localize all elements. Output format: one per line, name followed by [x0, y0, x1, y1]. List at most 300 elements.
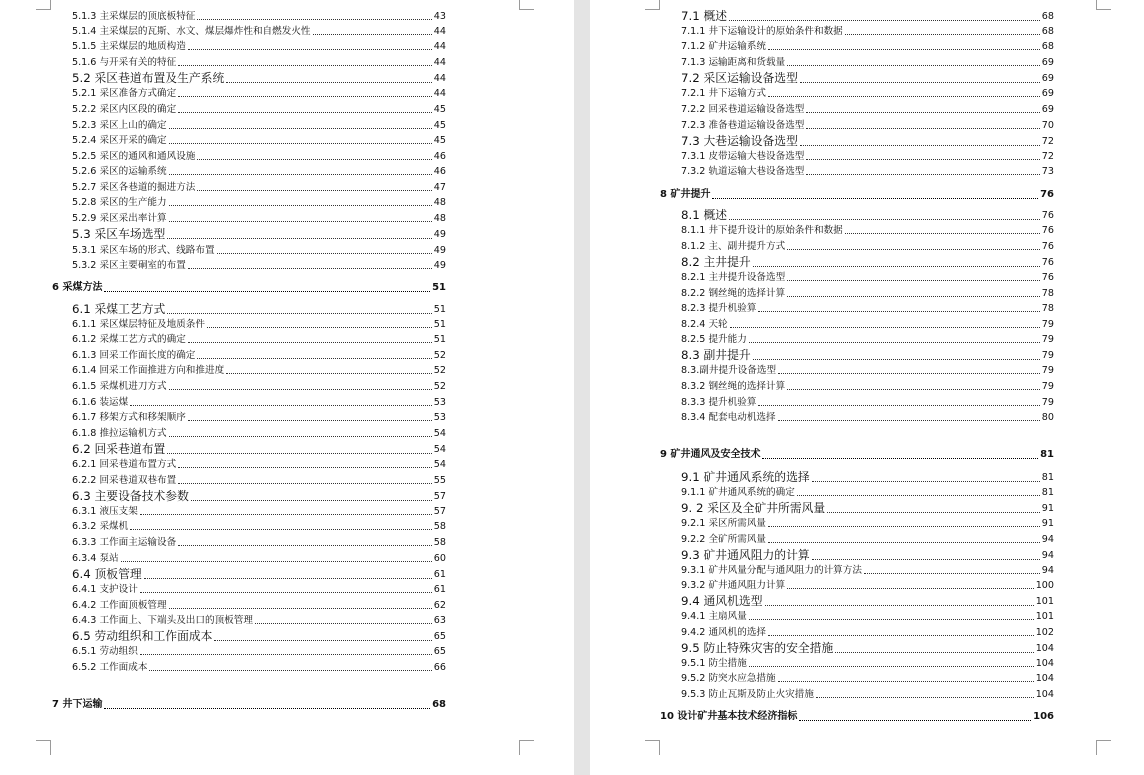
toc-page-number: 65	[433, 646, 446, 657]
toc-page-number: 79	[1041, 381, 1054, 392]
toc-chapter-entry[interactable]	[52, 281, 446, 295]
toc-subsection-entry[interactable]	[681, 486, 1054, 499]
toc-page-number: 101	[1035, 596, 1054, 607]
toc-section-entry[interactable]	[72, 489, 446, 504]
toc-section-entry[interactable]	[681, 208, 1054, 223]
toc-entry-title: 8.3.3 提升机验算	[681, 397, 757, 408]
toc-subsection-entry[interactable]	[72, 87, 446, 100]
toc-page-number: 72	[1041, 151, 1054, 162]
toc-subsection-entry[interactable]	[72, 165, 446, 178]
dot-leader	[104, 291, 430, 292]
toc-subsection-entry[interactable]	[681, 657, 1054, 670]
toc-page-number: 52	[433, 350, 446, 361]
toc-page-number: 102	[1035, 627, 1054, 638]
dot-leader	[178, 96, 432, 97]
dot-leader	[197, 159, 431, 160]
toc-entry-title: 5.2.4 采区开采的确定	[72, 135, 167, 146]
toc-page-number: 79	[1041, 397, 1054, 408]
toc-entry-title: 6.1.4 回采工作面推进方向和推进度	[72, 365, 225, 376]
toc-entry-title: 6.1.2 采煤工艺方式的确定	[72, 334, 186, 345]
toc-section-entry[interactable]	[681, 134, 1054, 149]
toc-page-number: 54	[433, 428, 446, 439]
toc-subsection-entry[interactable]	[681, 287, 1054, 300]
dot-leader	[787, 296, 1040, 297]
dot-leader	[787, 249, 1040, 250]
toc-subsection-entry[interactable]	[681, 411, 1054, 424]
dot-leader	[806, 112, 1039, 113]
toc-entry-title: 5.1.3 主采煤层的顶底板特征	[72, 11, 196, 22]
dot-leader	[226, 82, 432, 83]
dot-leader	[169, 128, 432, 129]
toc-subsection-entry[interactable]	[72, 520, 446, 533]
toc-subsection-entry[interactable]	[681, 302, 1054, 315]
toc-section-entry[interactable]	[681, 548, 1054, 563]
toc-page-number: 78	[1041, 303, 1054, 314]
toc-page-number: 45	[433, 135, 446, 146]
toc-entry-title: 8.1.2 主、副井提升方式	[681, 241, 786, 252]
toc-entry-title: 7.1 概述	[681, 9, 728, 23]
toc-subsection-entry[interactable]	[72, 536, 446, 549]
toc-entry-title: 8.3.2 钢丝绳的选择计算	[681, 381, 786, 392]
dot-leader	[169, 143, 432, 144]
toc-subsection-entry[interactable]	[72, 212, 446, 225]
toc-page-number: 65	[433, 631, 446, 642]
dot-leader	[169, 608, 432, 609]
dot-leader	[787, 389, 1040, 390]
toc-entry-title: 5.2.3 采区上山的确定	[72, 120, 167, 131]
toc-entry-title: 8.2.4 天轮	[681, 319, 728, 330]
toc-subsection-entry[interactable]	[72, 645, 446, 658]
toc-subsection-entry[interactable]	[681, 240, 1054, 253]
toc-subsection-entry[interactable]	[72, 333, 446, 346]
toc-subsection-entry[interactable]	[72, 150, 446, 163]
toc-page-number: 76	[1041, 272, 1054, 283]
toc-page-number: 100	[1035, 580, 1054, 591]
toc-page-number: 51	[433, 319, 446, 330]
toc-entry-title: 6.3 主要设备技术参数	[72, 489, 189, 503]
toc-page-number: 73	[1041, 166, 1054, 177]
toc-page-number: 57	[433, 506, 446, 517]
dot-leader	[197, 190, 431, 191]
toc-page-number: 79	[1041, 365, 1054, 376]
toc-page-number: 55	[433, 475, 446, 486]
toc-section-entry[interactable]	[72, 442, 446, 457]
toc-subsection-entry[interactable]	[72, 458, 446, 471]
dot-leader	[197, 358, 431, 359]
toc-entry-title: 9.5 防止特殊灾害的安全措施	[681, 641, 834, 655]
dot-leader	[827, 512, 1040, 513]
dot-leader	[197, 19, 431, 20]
toc-subsection-entry[interactable]	[72, 56, 446, 69]
toc-entry-title: 6.3.1 液压支架	[72, 506, 138, 517]
toc-entry-title: 8.3 副井提升	[681, 348, 751, 362]
toc-section-entry[interactable]	[72, 71, 446, 86]
toc-page-number: 51	[433, 304, 446, 315]
toc-page-number: 49	[433, 260, 446, 271]
dot-leader	[207, 327, 432, 328]
toc-page-number: 106	[1033, 711, 1054, 722]
dot-leader	[800, 82, 1040, 83]
toc-entry-title: 6.1 采煤工艺方式	[72, 302, 166, 316]
toc-page-number: 44	[433, 88, 446, 99]
dot-leader	[188, 49, 432, 50]
toc-page-number: 47	[433, 182, 446, 193]
toc-entry-title: 6 采煤方法	[52, 282, 103, 293]
toc-entry-title: 9.4 通风机选型	[681, 594, 763, 608]
toc-entry-title: 9.3 矿井通风阻力的计算	[681, 548, 810, 562]
toc-entry-title: 7.2.3 准备巷道运输设备选型	[681, 120, 805, 131]
toc-chapter-entry[interactable]	[52, 698, 446, 712]
right-page	[590, 0, 1144, 775]
toc-subsection-entry[interactable]	[681, 517, 1054, 530]
toc-subsection-entry[interactable]	[72, 661, 446, 674]
toc-subsection-entry[interactable]	[72, 103, 446, 116]
toc-page-number: 81	[1041, 472, 1054, 483]
toc-entry-title: 8.2.5 提升能力	[681, 334, 747, 345]
corner-mark	[519, 0, 534, 10]
toc-entry-title: 7.1.3 运输距离和货载量	[681, 57, 786, 68]
toc-entry-title: 6.3.4 泵站	[72, 553, 119, 564]
toc-entry-title: 5.3.1 采区车场的形式、线路布置	[72, 245, 215, 256]
toc-page-number: 94	[1041, 534, 1054, 545]
dot-leader	[140, 592, 432, 593]
dot-leader	[226, 373, 432, 374]
toc-subsection-entry[interactable]	[72, 259, 446, 272]
toc-chapter-entry[interactable]	[660, 710, 1054, 724]
toc-page-number: 78	[1041, 288, 1054, 299]
toc-section-entry[interactable]	[681, 255, 1054, 270]
toc-entry-title: 5.3.2 采区主要硐室的布置	[72, 260, 186, 271]
toc-page-number: 51	[433, 334, 446, 345]
toc-entry-title: 8.1.1 井下提升设计的原始条件和数据	[681, 225, 843, 236]
toc-subsection-entry[interactable]	[681, 396, 1054, 409]
toc-subsection-entry[interactable]	[681, 25, 1054, 38]
toc-page-number: 69	[1041, 88, 1054, 99]
dot-leader	[806, 174, 1039, 175]
toc-entry-title: 6.4 顶板管理	[72, 567, 142, 581]
toc-subsection-entry[interactable]	[72, 349, 446, 362]
toc-chapter-entry[interactable]	[660, 188, 1054, 202]
toc-entry-title: 6.5.1 劳动组织	[72, 646, 138, 657]
toc-entry-title: 8.1 概述	[681, 208, 728, 222]
toc-entry-title: 9 矿井通风及安全技术	[660, 449, 761, 460]
dot-leader	[768, 49, 1040, 50]
toc-subsection-entry[interactable]	[681, 333, 1054, 346]
toc-section-entry[interactable]	[681, 641, 1054, 656]
toc-page-number: 53	[433, 397, 446, 408]
toc-entry-title: 6.1.8 推拉运输机方式	[72, 428, 167, 439]
toc-page-number: 49	[433, 229, 446, 240]
toc-section-entry[interactable]	[72, 629, 446, 644]
dot-leader	[149, 670, 431, 671]
toc-entry-title: 9.3.2 矿井通风阻力计算	[681, 580, 786, 591]
toc-entry-title: 9.1.1 矿井通风系统的确定	[681, 487, 795, 498]
toc-subsection-entry[interactable]	[72, 552, 446, 565]
dot-leader	[845, 233, 1040, 234]
dot-leader	[313, 34, 432, 35]
toc-subsection-entry[interactable]	[681, 103, 1054, 116]
toc-page-number: 104	[1035, 643, 1054, 654]
toc-entry-title: 6.2.1 回采巷道布置方式	[72, 459, 177, 470]
dot-leader	[730, 327, 1040, 328]
dot-leader	[762, 458, 1038, 459]
toc-entry-title: 5.2.1 采区准备方式确定	[72, 88, 177, 99]
toc-section-entry[interactable]	[681, 71, 1054, 86]
toc-entry-title: 6.4.1 支护设计	[72, 584, 138, 595]
toc-subsection-entry[interactable]	[681, 119, 1054, 132]
dot-leader	[167, 313, 431, 314]
toc-page-number: 81	[1040, 449, 1054, 460]
dot-leader	[812, 559, 1040, 560]
toc-entry-title: 5.1.5 主采煤层的地质构造	[72, 41, 186, 52]
dot-leader	[778, 373, 1040, 374]
toc-page-number: 54	[433, 459, 446, 470]
toc-entry-title: 7.2 采区运输设备选型	[681, 71, 798, 85]
toc-subsection-entry[interactable]	[681, 40, 1054, 53]
dot-leader	[188, 420, 432, 421]
toc-subsection-entry[interactable]	[681, 533, 1054, 546]
toc-section-entry[interactable]	[72, 227, 446, 242]
toc-subsection-entry[interactable]	[681, 165, 1054, 178]
toc-entry-title: 7 井下运输	[52, 699, 103, 710]
toc-entry-title: 6.2 回采巷道布置	[72, 442, 166, 456]
toc-section-entry[interactable]	[681, 9, 1054, 24]
toc-section-entry[interactable]	[72, 567, 446, 582]
toc-page-number: 76	[1040, 189, 1054, 200]
toc-entry-title: 6.1.3 回采工作面长度的确定	[72, 350, 196, 361]
dot-leader	[188, 342, 432, 343]
toc-page-number: 69	[1041, 104, 1054, 115]
toc-page-number: 46	[433, 151, 446, 162]
toc-entry-title: 7.1.2 矿井运输系统	[681, 41, 767, 52]
dot-leader	[712, 198, 1038, 199]
toc-entry-title: 7.3.1 皮带运输大巷设备选型	[681, 151, 805, 162]
toc-subsection-entry[interactable]	[681, 610, 1054, 623]
toc-subsection-entry[interactable]	[72, 599, 446, 612]
dot-leader	[768, 542, 1040, 543]
toc-subsection-entry[interactable]	[681, 364, 1054, 377]
toc-entry-title: 5.1.6 与开采有关的特征	[72, 57, 177, 68]
toc-entry-title: 9.1 矿井通风系统的选择	[681, 470, 810, 484]
dot-leader	[178, 65, 432, 66]
dot-leader	[835, 652, 1033, 653]
dot-leader	[749, 342, 1040, 343]
toc-page-number: 76	[1041, 225, 1054, 236]
toc-page-number: 76	[1041, 210, 1054, 221]
toc-entry-title: 5.1.4 主采煤层的瓦斯、水文、煤层爆炸性和自燃发火性	[72, 26, 311, 37]
toc-section-entry[interactable]	[681, 594, 1054, 609]
toc-entry-title: 5.2.2 采区内区段的确定	[72, 104, 177, 115]
toc-subsection-entry[interactable]	[72, 380, 446, 393]
toc-page-number: 76	[1041, 241, 1054, 252]
toc-page-number: 68	[1041, 26, 1054, 37]
toc-page-number: 53	[433, 412, 446, 423]
toc-subsection-entry[interactable]	[72, 505, 446, 518]
toc-chapter-entry[interactable]	[660, 448, 1054, 462]
dot-leader	[121, 561, 432, 562]
toc-entry-title: 8.3.4 配套电动机选择	[681, 412, 776, 423]
dot-leader	[765, 605, 1034, 606]
corner-mark	[1096, 0, 1111, 10]
toc-entry-title: 8.2 主井提升	[681, 255, 751, 269]
dot-leader	[806, 128, 1039, 129]
toc-subsection-entry[interactable]	[681, 150, 1054, 163]
toc-subsection-entry[interactable]	[72, 318, 446, 331]
dot-leader	[787, 65, 1040, 66]
dot-leader	[130, 529, 432, 530]
toc-page-number: 52	[433, 365, 446, 376]
toc-entry-title: 9.5.2 防突水应急措施	[681, 673, 776, 684]
toc-subsection-entry[interactable]	[681, 564, 1054, 577]
dot-leader	[758, 405, 1039, 406]
toc-subsection-entry[interactable]	[681, 579, 1054, 592]
dot-leader	[169, 436, 432, 437]
dot-leader	[130, 405, 432, 406]
dot-leader	[104, 708, 430, 709]
toc-entry-title: 8.3.副井提升设备选型	[681, 365, 777, 376]
toc-subsection-entry[interactable]	[72, 396, 446, 409]
toc-entry-title: 9. 2 采区及全矿井所需风量	[681, 501, 826, 515]
toc-page-number: 44	[433, 57, 446, 68]
toc-subsection-entry[interactable]	[681, 56, 1054, 69]
toc-subsection-entry[interactable]	[72, 134, 446, 147]
toc-entry-title: 9.5.1 防尘措施	[681, 658, 747, 669]
dot-leader	[816, 697, 1034, 698]
toc-subsection-entry[interactable]	[72, 25, 446, 38]
dot-leader	[214, 640, 431, 641]
toc-entry-title: 5.2.5 采区的通风和通风设施	[72, 151, 196, 162]
toc-entry-title: 5.2.9 采区采出率计算	[72, 213, 167, 224]
dot-leader	[178, 483, 432, 484]
dot-leader	[178, 467, 432, 468]
dot-leader	[864, 573, 1040, 574]
toc-page-number: 45	[433, 120, 446, 131]
toc-entry-title: 6.1.7 移架方式和移架顺序	[72, 412, 186, 423]
toc-subsection-entry[interactable]	[72, 474, 446, 487]
corner-mark	[36, 740, 51, 755]
corner-mark	[36, 0, 51, 10]
toc-page-number: 46	[433, 166, 446, 177]
toc-page-number: 60	[433, 553, 446, 564]
corner-mark	[645, 0, 660, 10]
toc-page-number: 104	[1035, 658, 1054, 669]
toc-subsection-entry[interactable]	[681, 626, 1054, 639]
toc-page-number: 51	[432, 282, 446, 293]
toc-page-number: 91	[1041, 518, 1054, 529]
dot-leader	[758, 311, 1039, 312]
toc-page-number: 91	[1041, 503, 1054, 514]
dot-leader	[167, 453, 431, 454]
toc-subsection-entry[interactable]	[681, 318, 1054, 331]
toc-subsection-entry[interactable]	[72, 10, 446, 23]
toc-page-number: 79	[1041, 334, 1054, 345]
toc-page-number: 94	[1041, 550, 1054, 561]
toc-entry-title: 5.2.6 采区的运输系统	[72, 166, 167, 177]
toc-page-number: 68	[1041, 41, 1054, 52]
toc-subsection-entry[interactable]	[681, 271, 1054, 284]
toc-subsection-entry[interactable]	[72, 244, 446, 257]
toc-page-number: 69	[1041, 73, 1054, 84]
dot-leader	[845, 34, 1040, 35]
toc-subsection-entry[interactable]	[681, 380, 1054, 393]
toc-subsection-entry[interactable]	[72, 427, 446, 440]
toc-page-number: 58	[433, 521, 446, 532]
toc-subsection-entry[interactable]	[72, 411, 446, 424]
dot-leader	[806, 159, 1039, 160]
toc-page-number: 81	[1041, 487, 1054, 498]
toc-subsection-entry[interactable]	[72, 40, 446, 53]
toc-entry-title: 8.2.1 主井提升设备选型	[681, 272, 786, 283]
toc-page-number: 48	[433, 213, 446, 224]
toc-page-number: 79	[1041, 350, 1054, 361]
dot-leader	[169, 221, 432, 222]
toc-entry-title: 6.1.1 采区煤层特征及地质条件	[72, 319, 205, 330]
dot-leader	[753, 266, 1040, 267]
toc-subsection-entry[interactable]	[681, 87, 1054, 100]
corner-mark	[1096, 740, 1111, 755]
corner-mark	[519, 740, 534, 755]
dot-leader	[191, 500, 432, 501]
toc-page-number: 62	[433, 600, 446, 611]
dot-leader	[768, 526, 1040, 527]
dot-leader	[217, 253, 432, 254]
toc-page-number: 45	[433, 104, 446, 115]
dot-leader	[188, 268, 432, 269]
toc-subsection-entry[interactable]	[72, 181, 446, 194]
toc-page-number: 44	[433, 73, 446, 84]
toc-subsection-entry[interactable]	[72, 364, 446, 377]
dot-leader	[787, 280, 1040, 281]
toc-section-entry[interactable]	[681, 348, 1054, 363]
toc-page-number: 63	[433, 615, 446, 626]
toc-entry-title: 10 设计矿井基本技术经济指标	[660, 711, 798, 722]
dot-leader	[178, 545, 432, 546]
toc-page-number: 68	[432, 699, 446, 710]
toc-section-entry[interactable]	[681, 501, 1054, 516]
toc-subsection-entry[interactable]	[681, 224, 1054, 237]
toc-subsection-entry[interactable]	[72, 583, 446, 596]
toc-page-number: 61	[433, 584, 446, 595]
toc-page-number: 54	[433, 444, 446, 455]
corner-mark	[645, 740, 660, 755]
dot-leader	[167, 238, 431, 239]
toc-subsection-entry[interactable]	[72, 614, 446, 627]
toc-subsection-entry[interactable]	[72, 196, 446, 209]
dot-leader	[178, 112, 432, 113]
dot-leader	[787, 588, 1033, 589]
dot-leader	[800, 145, 1040, 146]
dot-leader	[749, 666, 1034, 667]
dot-leader	[169, 389, 432, 390]
toc-page-number: 72	[1041, 136, 1054, 147]
toc-entry-title: 6.5 劳动组织和工作面成本	[72, 629, 213, 643]
toc-entry-title: 7.3 大巷运输设备选型	[681, 134, 798, 148]
dot-leader	[140, 514, 432, 515]
toc-page-number: 66	[433, 662, 446, 673]
toc-subsection-entry[interactable]	[72, 119, 446, 132]
toc-subsection-entry[interactable]	[681, 672, 1054, 685]
toc-subsection-entry[interactable]	[681, 688, 1054, 701]
toc-entry-title: 7.1.1 井下运输设计的原始条件和数据	[681, 26, 843, 37]
dot-leader	[768, 96, 1040, 97]
dot-leader	[140, 654, 432, 655]
toc-section-entry[interactable]	[681, 470, 1054, 485]
dot-leader	[729, 219, 1040, 220]
toc-entry-title: 9.3.1 矿井风量分配与通风阻力的计算方法	[681, 565, 862, 576]
dot-leader	[169, 205, 432, 206]
toc-entry-title: 6.5.2 工作面成本	[72, 662, 148, 673]
toc-section-entry[interactable]	[72, 302, 446, 317]
